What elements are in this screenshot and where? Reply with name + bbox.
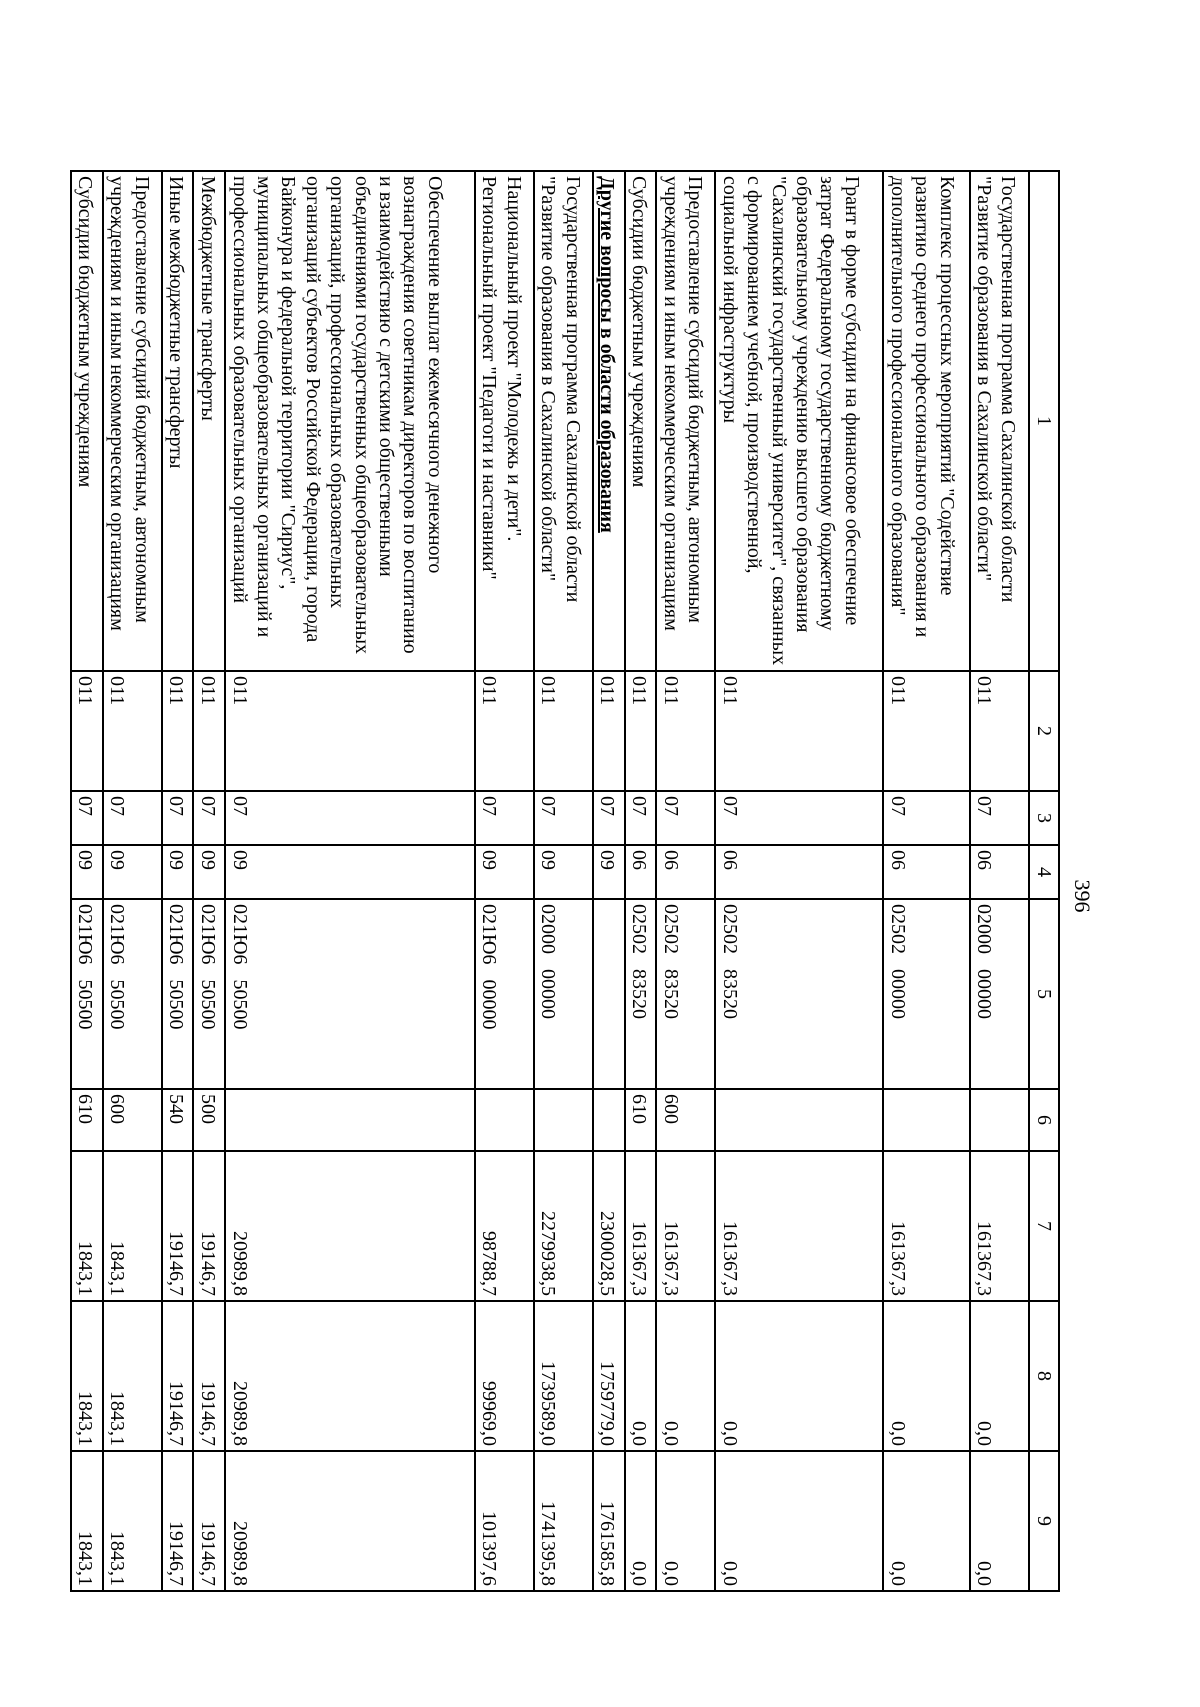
row-name-cell: Иные межбюджетные трансферты bbox=[162, 171, 194, 671]
target-article-cell bbox=[593, 899, 625, 1089]
table-row bbox=[883, 171, 969, 1591]
admin-code-cell: 011 bbox=[656, 671, 715, 791]
table-row bbox=[194, 171, 226, 1591]
subsection-code-cell: 06 bbox=[970, 845, 1029, 899]
amount-year3-cell: 101397,6 bbox=[475, 1451, 534, 1591]
amount-year1-cell: 20989,8 bbox=[225, 1151, 475, 1301]
admin-code-cell: 011 bbox=[970, 671, 1029, 791]
amount-year1-cell: 161367,3 bbox=[883, 1151, 969, 1301]
table-row bbox=[970, 171, 1029, 1591]
expense-type-cell: 500 bbox=[194, 1089, 226, 1151]
amount-year3-cell: 0,0 bbox=[656, 1451, 715, 1591]
subsection-code-cell: 09 bbox=[194, 845, 226, 899]
target-article-cell: 02000 00000 bbox=[970, 899, 1029, 1089]
amount-year2-cell: 0,0 bbox=[656, 1301, 715, 1451]
column-header: 5 bbox=[1029, 899, 1059, 1089]
amount-year2-cell: 1843,1 bbox=[103, 1301, 162, 1451]
subsection-code-cell: 09 bbox=[71, 845, 103, 899]
amount-year1-cell: 19146,7 bbox=[194, 1151, 226, 1301]
column-header: 4 bbox=[1029, 845, 1059, 899]
row-name-cell: Другие вопросы в области образования bbox=[593, 171, 625, 671]
amount-year1-cell: 161367,3 bbox=[656, 1151, 715, 1301]
expense-type-cell: 610 bbox=[71, 1089, 103, 1151]
admin-code-cell: 011 bbox=[625, 671, 657, 791]
expense-type-cell bbox=[534, 1089, 593, 1151]
target-article-cell: 02000 00000 bbox=[534, 899, 593, 1089]
table-row bbox=[71, 171, 103, 1591]
amount-year1-cell: 1843,1 bbox=[103, 1151, 162, 1301]
section-code-cell: 07 bbox=[534, 791, 593, 845]
table-row bbox=[656, 171, 715, 1591]
admin-code-cell: 011 bbox=[883, 671, 969, 791]
amount-year3-cell: 1761585,8 bbox=[593, 1451, 625, 1591]
subsection-code-cell: 06 bbox=[883, 845, 969, 899]
section-code-cell: 07 bbox=[625, 791, 657, 845]
table-row bbox=[225, 171, 475, 1591]
section-code-cell: 07 bbox=[715, 791, 883, 845]
amount-year3-cell: 1843,1 bbox=[71, 1451, 103, 1591]
subsection-code-cell: 09 bbox=[534, 845, 593, 899]
target-article-cell: 02502 83520 bbox=[656, 899, 715, 1089]
amount-year1-cell: 1843,1 bbox=[71, 1151, 103, 1301]
target-article-cell: 02502 00000 bbox=[883, 899, 969, 1089]
amount-year1-cell: 19146,7 bbox=[162, 1151, 194, 1301]
column-number-row bbox=[1029, 171, 1059, 1591]
subsection-code-cell: 06 bbox=[715, 845, 883, 899]
target-article-cell: 021Ю6 00000 bbox=[475, 899, 534, 1089]
table-row bbox=[593, 171, 625, 1591]
expense-type-cell bbox=[883, 1089, 969, 1151]
admin-code-cell: 011 bbox=[715, 671, 883, 791]
expense-type-cell bbox=[593, 1089, 625, 1151]
amount-year2-cell: 19146,7 bbox=[194, 1301, 226, 1451]
section-code-cell: 07 bbox=[162, 791, 194, 845]
section-code-cell: 07 bbox=[656, 791, 715, 845]
section-code-cell: 07 bbox=[593, 791, 625, 845]
row-name-cell: Субсидии бюджетным учреждениям bbox=[71, 171, 103, 671]
row-name-cell: Государственная программа Сахалинской области "Развитие образования в Сахалинской области" bbox=[534, 171, 593, 671]
target-article-cell: 021Ю6 50500 bbox=[194, 899, 226, 1089]
expense-type-cell: 610 bbox=[625, 1089, 657, 1151]
admin-code-cell: 011 bbox=[534, 671, 593, 791]
column-header: 8 bbox=[1029, 1301, 1059, 1451]
expense-type-cell: 540 bbox=[162, 1089, 194, 1151]
target-article-cell: 021Ю6 50500 bbox=[162, 899, 194, 1089]
amount-year3-cell: 1843,1 bbox=[103, 1451, 162, 1591]
target-article-cell: 021Ю6 50500 bbox=[225, 899, 475, 1089]
column-header: 3 bbox=[1029, 791, 1059, 845]
admin-code-cell: 011 bbox=[71, 671, 103, 791]
table-row bbox=[715, 171, 883, 1591]
admin-code-cell: 011 bbox=[103, 671, 162, 791]
amount-year3-cell: 0,0 bbox=[715, 1451, 883, 1591]
table-row bbox=[162, 171, 194, 1591]
subsection-code-cell: 09 bbox=[103, 845, 162, 899]
amount-year2-cell: 0,0 bbox=[715, 1301, 883, 1451]
admin-code-cell: 011 bbox=[475, 671, 534, 791]
expense-type-cell bbox=[970, 1089, 1029, 1151]
target-article-cell: 021Ю6 50500 bbox=[103, 899, 162, 1089]
admin-code-cell: 011 bbox=[593, 671, 625, 791]
amount-year1-cell: 2300028,5 bbox=[593, 1151, 625, 1301]
subsection-code-cell: 06 bbox=[656, 845, 715, 899]
amount-year3-cell: 19146,7 bbox=[194, 1451, 226, 1591]
subsection-code-cell: 09 bbox=[475, 845, 534, 899]
row-name-cell: Грант в форме субсидии на финансовое обеспечение затрат Федеральному государственному бюджетному образовательному учреждению высшего образования "Сахалинский государственный университет", связанных с формированием учебной, производственной, социальной инфраструктуры bbox=[715, 171, 883, 671]
expense-type-cell: 600 bbox=[656, 1089, 715, 1151]
amount-year1-cell: 98788,7 bbox=[475, 1151, 534, 1301]
amount-year2-cell: 0,0 bbox=[883, 1301, 969, 1451]
amount-year3-cell: 0,0 bbox=[883, 1451, 969, 1591]
section-code-cell: 07 bbox=[970, 791, 1029, 845]
amount-year2-cell: 0,0 bbox=[970, 1301, 1029, 1451]
section-code-cell: 07 bbox=[225, 791, 475, 845]
section-code-cell: 07 bbox=[883, 791, 969, 845]
admin-code-cell: 011 bbox=[225, 671, 475, 791]
page-number: 396 bbox=[1070, 879, 1095, 913]
column-header: 7 bbox=[1029, 1151, 1059, 1301]
amount-year3-cell: 19146,7 bbox=[162, 1451, 194, 1591]
subsection-code-cell: 09 bbox=[162, 845, 194, 899]
target-article-cell: 02502 83520 bbox=[625, 899, 657, 1089]
target-article-cell: 02502 83520 bbox=[715, 899, 883, 1089]
row-name-cell: Комплекс процессных мероприятий "Содействие развитию среднего профессионального образования и дополнительного профессионального образования" bbox=[883, 171, 969, 671]
expense-type-cell bbox=[475, 1089, 534, 1151]
amount-year2-cell: 0,0 bbox=[625, 1301, 657, 1451]
column-header: 1 bbox=[1029, 171, 1059, 671]
column-header: 6 bbox=[1029, 1089, 1059, 1151]
row-name-cell: Государственная программа Сахалинской области "Развитие образования в Сахалинской области" bbox=[970, 171, 1029, 671]
amount-year2-cell: 1739589,0 bbox=[534, 1301, 593, 1451]
amount-year2-cell: 20989,8 bbox=[225, 1301, 475, 1451]
amount-year1-cell: 2279938,5 bbox=[534, 1151, 593, 1301]
budget-table bbox=[70, 170, 1060, 1592]
table-row bbox=[103, 171, 162, 1591]
target-article-cell: 021Ю6 50500 bbox=[71, 899, 103, 1089]
admin-code-cell: 011 bbox=[162, 671, 194, 791]
row-name-cell: Субсидии бюджетным учреждениям bbox=[625, 171, 657, 671]
amount-year1-cell: 161367,3 bbox=[970, 1151, 1029, 1301]
amount-year2-cell: 99969,0 bbox=[475, 1301, 534, 1451]
column-header: 9 bbox=[1029, 1451, 1059, 1591]
section-code-cell: 07 bbox=[71, 791, 103, 845]
expense-type-cell bbox=[715, 1089, 883, 1151]
admin-code-cell: 011 bbox=[194, 671, 226, 791]
subsection-code-cell: 09 bbox=[593, 845, 625, 899]
row-name-cell: Межбюджетные трансферты bbox=[194, 171, 226, 671]
rotated-page-content bbox=[70, 170, 1060, 1590]
row-name-cell: Предоставление субсидий бюджетным, автономным учреждениям и иным некоммерческим организациям bbox=[656, 171, 715, 671]
expense-type-cell: 600 bbox=[103, 1089, 162, 1151]
row-name-cell: Предоставление субсидий бюджетным, автономным учреждениям и иным некоммерческим организациям bbox=[103, 171, 162, 671]
amount-year2-cell: 19146,7 bbox=[162, 1301, 194, 1451]
subsection-code-cell: 06 bbox=[625, 845, 657, 899]
subsection-code-cell: 09 bbox=[225, 845, 475, 899]
column-header: 2 bbox=[1029, 671, 1059, 791]
table-row bbox=[534, 171, 593, 1591]
row-name-cell: Обеспечение выплат ежемесячного денежного вознаграждения советникам директоров по воспитанию и взаимодействию с детскими общественными объединениями государственных общеобразовательных организаций, профессиональных образовательных организаций субъектов Российской Федерации, города Байконура и федеральной территории "Сириус", муниципальных общеобразовательных организаций и профессиональных образовательных организаций bbox=[225, 171, 475, 671]
section-code-cell: 07 bbox=[194, 791, 226, 845]
amount-year3-cell: 0,0 bbox=[625, 1451, 657, 1591]
amount-year1-cell: 161367,3 bbox=[715, 1151, 883, 1301]
amount-year3-cell: 1741395,8 bbox=[534, 1451, 593, 1591]
amount-year3-cell: 0,0 bbox=[970, 1451, 1029, 1591]
amount-year3-cell: 20989,8 bbox=[225, 1451, 475, 1591]
amount-year1-cell: 161367,3 bbox=[625, 1151, 657, 1301]
expense-type-cell bbox=[225, 1089, 475, 1151]
section-code-cell: 07 bbox=[103, 791, 162, 845]
amount-year2-cell: 1759779,0 bbox=[593, 1301, 625, 1451]
section-code-cell: 07 bbox=[475, 791, 534, 845]
table-row bbox=[475, 171, 534, 1591]
amount-year2-cell: 1843,1 bbox=[71, 1301, 103, 1451]
row-name-cell: Национальный проект "Молодежь и дети". Региональный проект "Педагоги и наставники" bbox=[475, 171, 534, 671]
table-row bbox=[625, 171, 657, 1591]
